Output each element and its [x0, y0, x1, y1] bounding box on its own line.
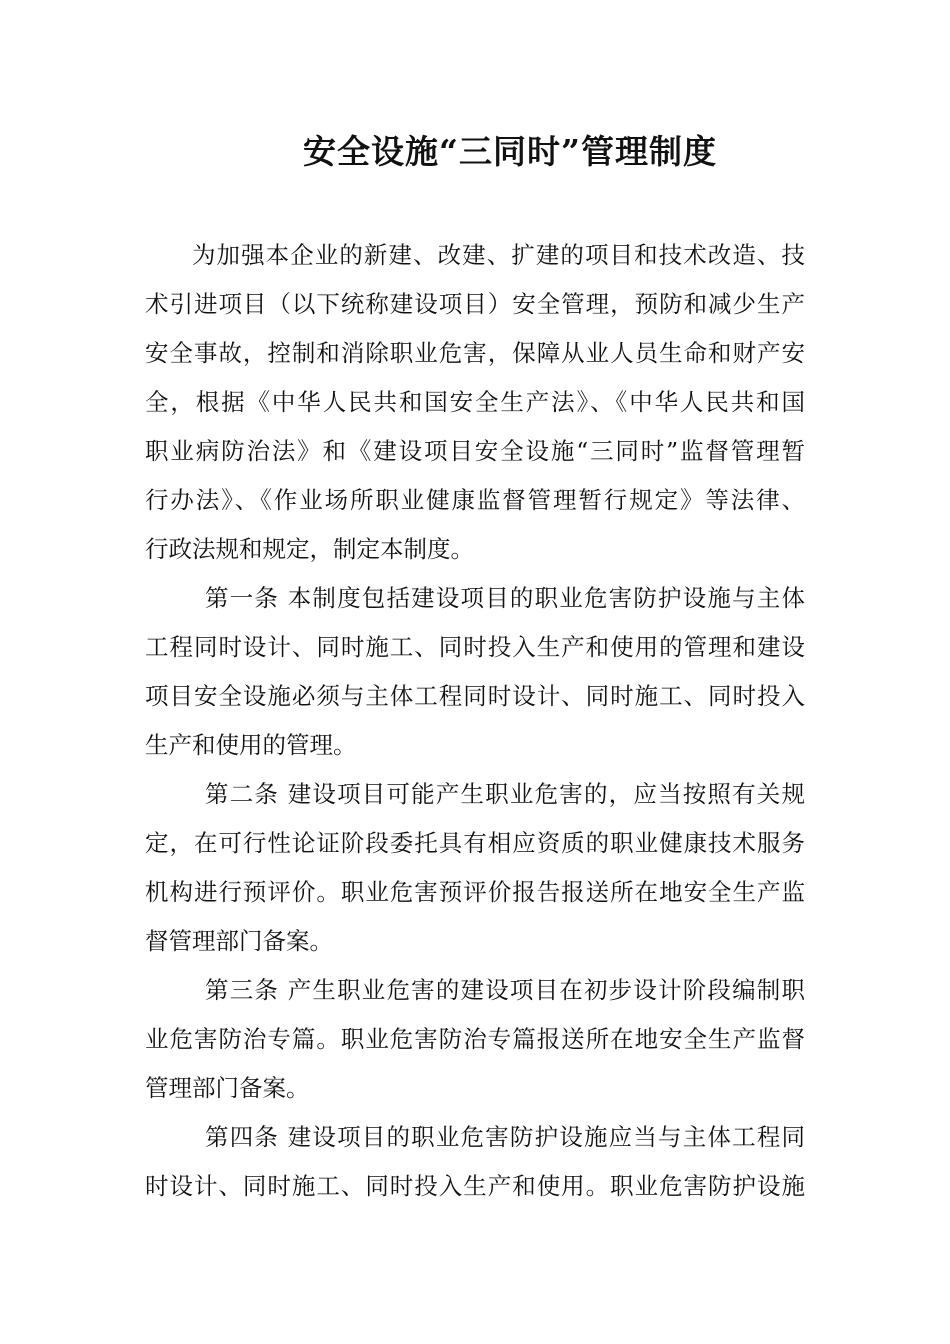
- article-4-line-2: 时设计、同时施工、同时投入生产和使用。职业危害防护设施: [145, 1172, 805, 1200]
- article-1-line-3: 项目安全设施必须与主体工程同时设计、同时施工、同时投入: [145, 682, 805, 710]
- article-3-line-2: 业危害防治专篇。职业危害防治专篇报送所在地安全生产监督: [145, 1025, 805, 1053]
- paragraph-intro-line-1: 为加强本企业的新建、改建、扩建的项目和技术改造、技: [192, 241, 805, 269]
- paragraph-intro-line-7: 行政法规和规定，制定本制度。: [145, 535, 474, 563]
- document-body: [145, 231, 805, 1211]
- paragraph-intro-line-2: 术引进项目（以下统称建设项目）安全管理，预防和减少生产: [145, 290, 805, 318]
- article-2-line-4: 督管理部门备案。: [145, 927, 333, 955]
- document-title: 安全设施“三同时”管理制度: [303, 132, 717, 171]
- paragraph-intro-line-4: 全，根据《中华人民共和国安全生产法》、《中华人民共和国: [145, 388, 805, 416]
- article-2-line-2: 定，在可行性论证阶段委托具有相应资质的职业健康技术服务: [145, 829, 805, 857]
- article-3-line-1: 第三条 产生职业危害的建设项目在初步设计阶段编制职: [205, 976, 805, 1004]
- article-1-line-2: 工程同时设计、同时施工、同时投入生产和使用的管理和建设: [145, 633, 805, 661]
- article-3-line-3: 管理部门备案。: [145, 1074, 310, 1102]
- article-1-line-1: 第一条 本制度包括建设项目的职业危害防护设施与主体: [205, 584, 805, 612]
- paragraph-intro-line-3: 安全事故，控制和消除职业危害，保障从业人员生命和财产安: [145, 339, 805, 367]
- article-4-line-1: 第四条 建设项目的职业危害防护设施应当与主体工程同: [205, 1123, 805, 1151]
- article-2-line-3: 机构进行预评价。职业危害预评价报告报送所在地安全生产监: [145, 878, 805, 906]
- article-2-line-1: 第二条 建设项目可能产生职业危害的，应当按照有关规: [205, 780, 805, 808]
- paragraph-intro-line-6: 行办法》、《作业场所职业健康监督管理暂行规定》等法律、: [145, 486, 805, 514]
- article-1-line-4: 生产和使用的管理。: [145, 731, 357, 759]
- paragraph-intro-line-5: 职业病防治法》和《建设项目安全设施“三同时”监督管理暂: [145, 437, 805, 465]
